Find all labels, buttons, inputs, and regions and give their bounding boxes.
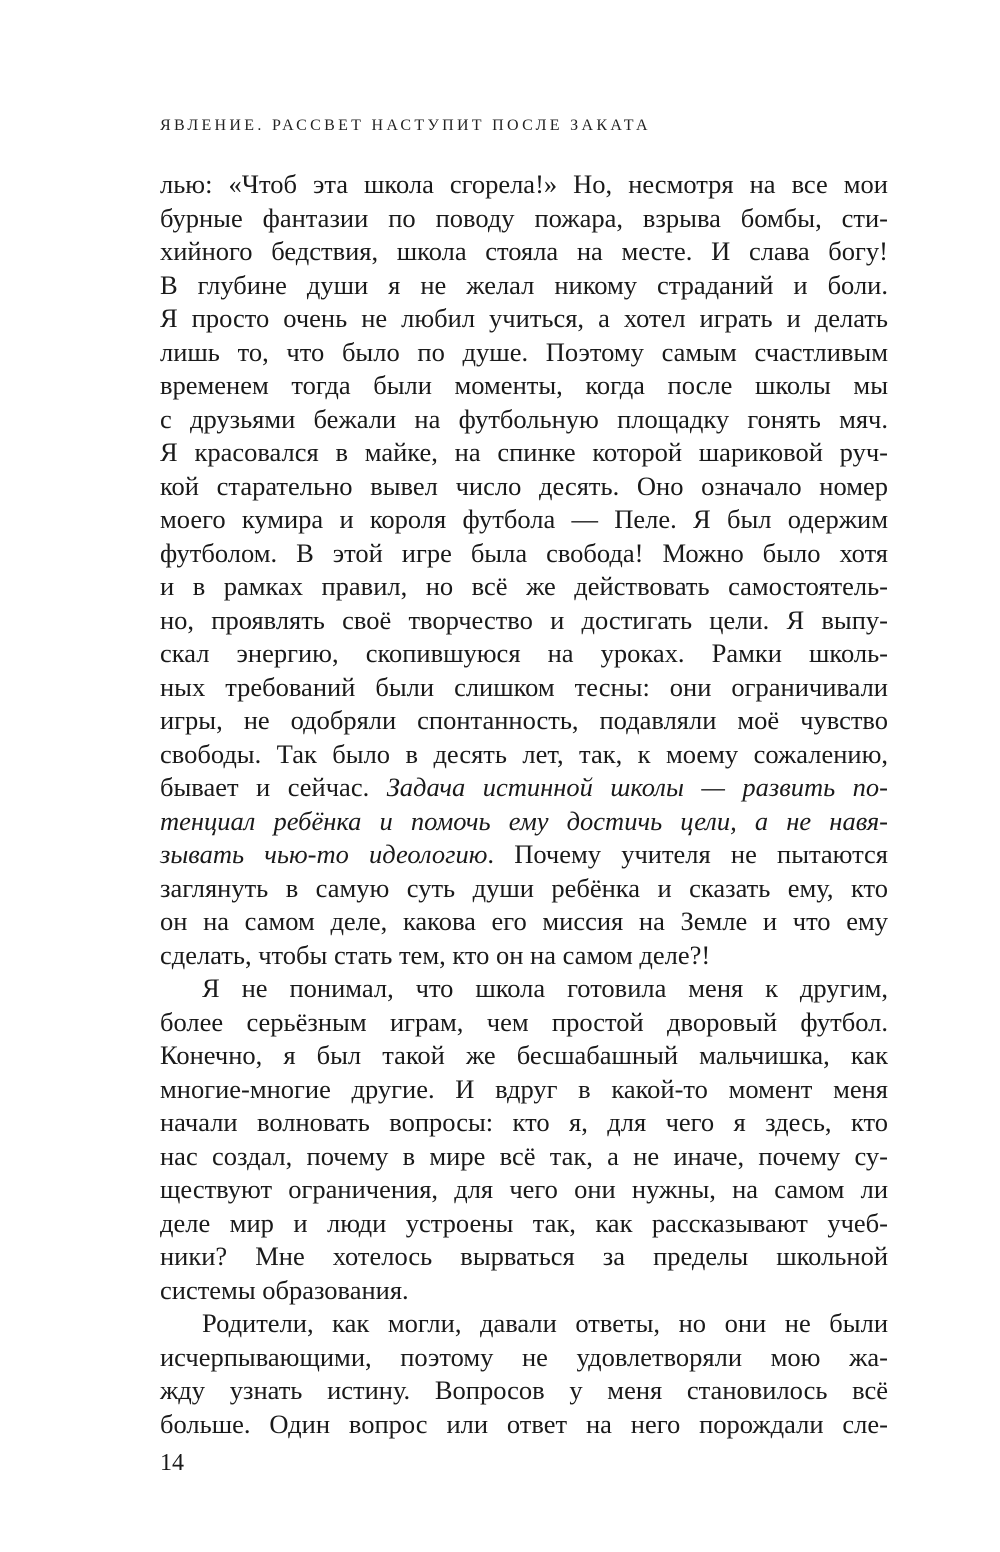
text-line: [160, 838, 888, 872]
text-span: начали волновать вопросы: кто я, для чего я здесь, кто: [160, 1107, 888, 1137]
text-line: [160, 1006, 888, 1040]
text-line: [160, 235, 888, 269]
text-span: ники? Мне хотелось вырваться за пределы школьной: [160, 1241, 888, 1271]
text-line: [160, 939, 888, 973]
text-span: Родители, как могли, давали ответы, но они не были: [202, 1308, 888, 1338]
italic-text: тенциал ребёнка и помочь ему достичь цели, а не навя-: [160, 805, 888, 836]
text-span: . Почему учителя не пытаются: [487, 839, 888, 869]
text-line: [160, 738, 888, 772]
text-span: временем тогда были моменты, когда после школы мы: [160, 370, 888, 400]
text-line: [160, 1140, 888, 1174]
text-span: он на самом деле, какова его миссия на Земле и что ему: [160, 906, 888, 936]
text-line: [160, 872, 888, 906]
text-line: [160, 436, 888, 470]
text-line: [160, 570, 888, 604]
text-span: исчерпывающими, поэтому не удовлетворяли мою жа-: [160, 1341, 888, 1372]
text-span: нас создал, почему в мире всё так, а не иначе, почему су-: [160, 1140, 888, 1171]
text-span: В глубине души я не желал никому страданий и боли.: [160, 269, 888, 300]
text-line: [160, 1374, 888, 1408]
text-line: [160, 1274, 888, 1308]
text-span: лью: «Чтоб эта школа сгорела!» Но, несмотря на все мои: [160, 169, 888, 199]
text-line: [160, 604, 888, 638]
body-text: [160, 168, 888, 1441]
text-line: [160, 202, 888, 236]
text-span: многие-многие другие. И вдруг в какой-то момент меня: [160, 1073, 888, 1104]
text-span: скал энергию, скопившуюся на уроках. Рамки школь-: [160, 638, 888, 668]
text-span: хийного бедствия, школа стояла на месте. И слава богу!: [160, 236, 888, 266]
text-line: [160, 637, 888, 671]
text-line: [160, 1408, 888, 1442]
text-line: [160, 403, 888, 437]
text-line: [160, 537, 888, 571]
text-span: ществуют ограничения, для чего они нужны, на самом ли: [160, 1174, 888, 1204]
text-line: [160, 336, 888, 370]
text-span: сделать, чтобы стать тем, кто он на самом деле?!: [160, 939, 711, 970]
text-line: [160, 905, 888, 939]
text-span: бывает и сейчас.: [160, 772, 387, 802]
text-line: [160, 1207, 888, 1241]
italic-text: зывать чью-то идеологию: [160, 839, 488, 869]
text-span: бурные фантазии по поводу пожара, взрыва бомбы, сти-: [160, 202, 888, 233]
text-span: но, проявлять своё творчество и достигать цели. Я выпу-: [160, 604, 888, 635]
text-span: больше. Один вопрос или ответ на него порождали сле-: [160, 1408, 888, 1439]
text-span: заглянуть в самую суть души ребёнка и сказать ему, кто: [160, 872, 888, 903]
text-span: Конечно, я был такой же бесшабашный мальчишка, как: [160, 1040, 888, 1070]
text-span: Я красовался в майке, на спинке которой шариковой руч-: [160, 437, 888, 467]
text-span: кой старательно вывел число десять. Оно означало номер: [160, 470, 888, 501]
text-span: и в рамках правил, но всё же действовать самостоятель-: [160, 571, 888, 601]
text-span: Я просто очень не любил учиться, а хотел играть и делать: [160, 303, 888, 333]
text-line: [160, 470, 888, 504]
text-line: [160, 972, 888, 1006]
text-line: [160, 1173, 888, 1207]
text-line: [160, 503, 888, 537]
text-span: более серьёзным играм, чем простой дворовый футбол.: [160, 1006, 888, 1037]
text-line: [160, 1240, 888, 1274]
text-line: [160, 1106, 888, 1140]
text-span: ных требований были слишком тесны: они ограничивали: [160, 671, 888, 702]
text-line: [160, 1039, 888, 1073]
text-span: жду узнать истину. Вопросов у меня становилось всё: [160, 1375, 888, 1405]
text-line: [160, 302, 888, 336]
italic-text: Задача истинной школы — развить по-: [386, 772, 889, 802]
text-line: [160, 1307, 888, 1341]
text-span: футболом. В этой игре была свобода! Можно было хотя: [160, 537, 888, 568]
text-span: с друзьями бежали на футбольную площадку гонять мяч.: [160, 403, 888, 434]
text-line: [160, 704, 888, 738]
text-line: [160, 805, 888, 839]
page-number: 14: [160, 1450, 184, 1476]
text-line: [160, 671, 888, 705]
text-line: [160, 1073, 888, 1107]
text-line: [160, 168, 888, 202]
text-span: моего кумира и короля футбола — Пеле. Я был одержим: [160, 504, 888, 534]
text-span: лишь то, что было по душе. Поэтому самым счастливым: [160, 336, 888, 367]
text-line: [160, 771, 888, 805]
text-span: системы образования.: [160, 1274, 409, 1305]
text-span: игры, не одобряли спонтанность, подавляли моё чувство: [160, 705, 888, 735]
running-head: ЯВЛЕНИЕ. РАССВЕТ НАСТУПИТ ПОСЛЕ ЗАКАТА: [160, 117, 651, 134]
text-span: деле мир и люди устроены так, как рассказывают учеб-: [160, 1207, 888, 1238]
text-span: Я не понимал, что школа готовила меня к другим,: [202, 973, 888, 1003]
text-line: [160, 369, 888, 403]
text-line: [160, 1341, 888, 1375]
text-span: свободы. Так было в десять лет, так, к моему сожалению,: [160, 738, 888, 769]
text-line: [160, 269, 888, 303]
